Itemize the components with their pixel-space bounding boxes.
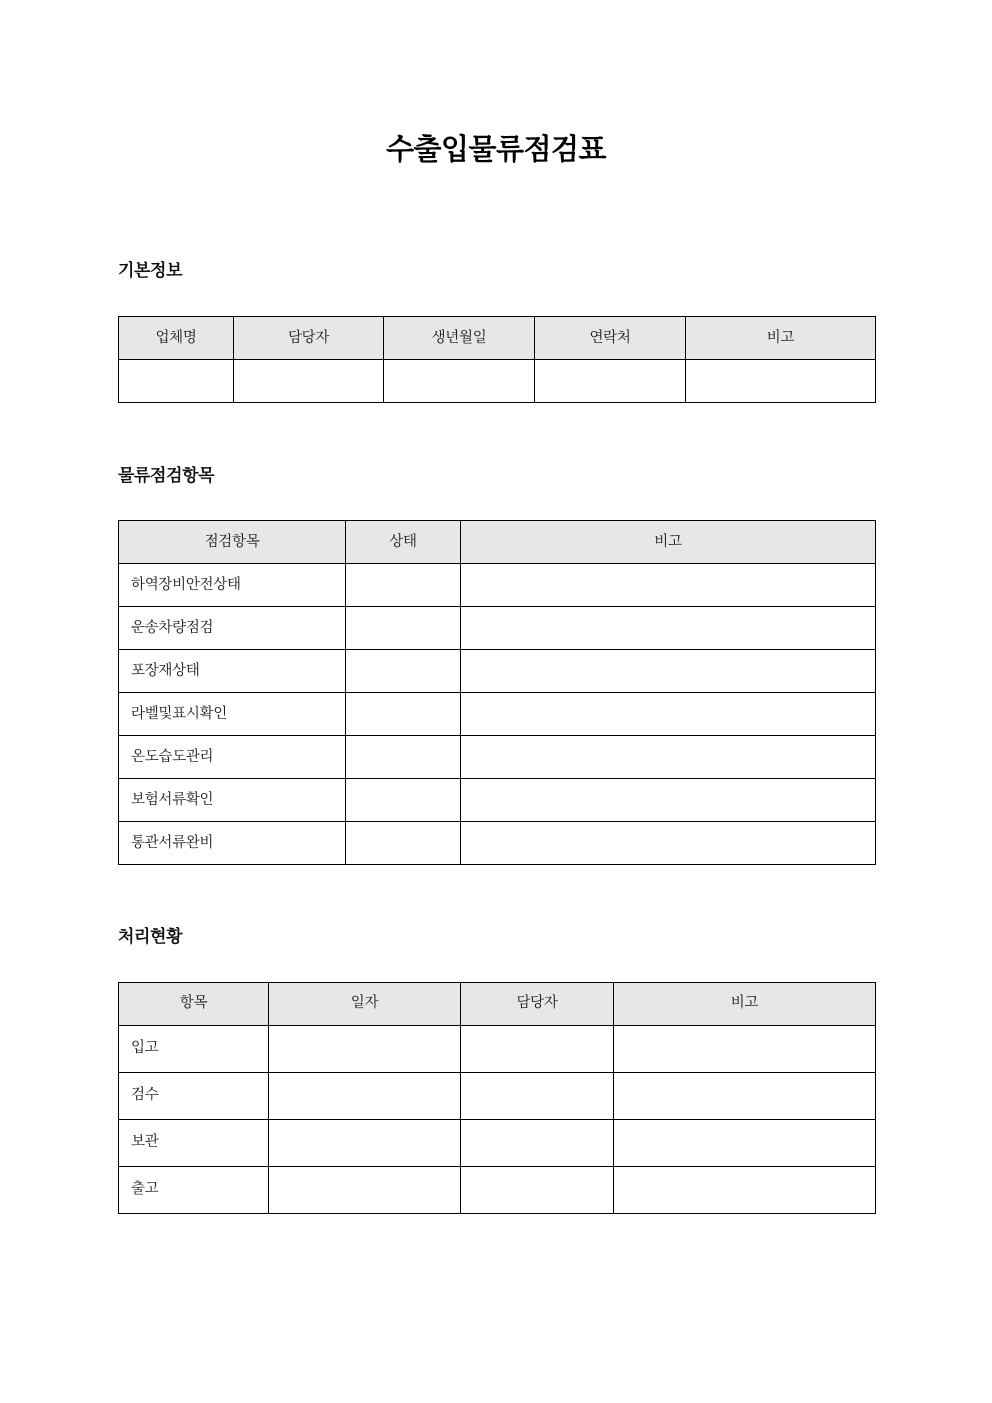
table-row [119,1072,876,1119]
input-cell-status[interactable] [346,650,461,693]
input-cell-remarks[interactable] [461,564,876,607]
table-row [119,359,876,402]
column-header: 항목 [119,982,269,1025]
input-cell-manager[interactable] [461,1166,614,1213]
input-cell-remarks[interactable] [614,1072,876,1119]
column-header: 점검항목 [119,521,346,564]
section-heading-basic-info: 기본정보 [118,261,183,282]
checklist-item-label: 통관서류완비 [119,822,346,865]
input-cell-remarks[interactable] [686,359,876,402]
column-header: 상태 [346,521,461,564]
column-header: 업체명 [119,316,234,359]
status-stage-label: 보관 [119,1119,269,1166]
checklist-item-label: 하역장비안전상태 [119,564,346,607]
input-cell-date[interactable] [269,1072,461,1119]
table-row [119,736,876,779]
table-processing-status [118,982,876,1214]
input-cell-status[interactable] [346,693,461,736]
column-header: 일자 [269,982,461,1025]
input-cell-remarks[interactable] [461,822,876,865]
input-cell-manager[interactable] [461,1072,614,1119]
input-cell-remarks[interactable] [461,693,876,736]
input-cell-status[interactable] [346,607,461,650]
column-header: 연락처 [535,316,686,359]
checklist-item-label: 라벨및표시확인 [119,693,346,736]
page-title: 수출입물류점검표 [385,132,607,166]
table-header-row [119,982,876,1025]
sections-container [0,166,992,1213]
input-cell-remarks[interactable] [461,736,876,779]
table-row [119,822,876,865]
input-cell-remarks[interactable] [461,779,876,822]
column-header: 비고 [461,521,876,564]
input-cell-status[interactable] [346,779,461,822]
input-cell-date[interactable] [269,1119,461,1166]
table-row [119,607,876,650]
table-row [119,1166,876,1213]
checklist-item-label: 포장재상태 [119,650,346,693]
section-heading-logistics-checklist: 물류점검항목 [118,465,215,486]
table-basic-info [118,316,876,403]
column-header: 비고 [686,316,876,359]
input-cell-date[interactable] [269,1166,461,1213]
input-cell-company-name[interactable] [119,359,234,402]
table-row [119,693,876,736]
table-row [119,779,876,822]
input-cell-remarks[interactable] [614,1025,876,1072]
column-header: 비고 [614,982,876,1025]
column-header: 담당자 [461,982,614,1025]
section-logistics-checklist [118,403,875,865]
status-stage-label: 출고 [119,1166,269,1213]
input-cell-contact[interactable] [535,359,686,402]
input-cell-manager[interactable] [461,1119,614,1166]
input-cell-remarks[interactable] [614,1119,876,1166]
column-header: 담당자 [234,316,384,359]
input-cell-remarks[interactable] [461,650,876,693]
status-stage-label: 입고 [119,1025,269,1072]
column-header: 생년월일 [384,316,535,359]
section-processing-status [118,865,875,1213]
table-header-row [119,521,876,564]
table-logistics-checklist [118,520,876,865]
status-stage-label: 검수 [119,1072,269,1119]
input-cell-remarks[interactable] [614,1166,876,1213]
checklist-item-label: 온도습도관리 [119,736,346,779]
table-row [119,650,876,693]
table-row [119,1025,876,1072]
input-cell-date[interactable] [269,1025,461,1072]
table-row [119,564,876,607]
checklist-item-label: 보험서류확인 [119,779,346,822]
input-cell-manager[interactable] [461,1025,614,1072]
table-header-row [119,316,876,359]
section-basic-info [118,166,875,402]
table-row [119,1119,876,1166]
checklist-item-label: 운송차량점검 [119,607,346,650]
section-heading-processing-status: 처리현황 [118,927,183,948]
input-cell-remarks[interactable] [461,607,876,650]
input-cell-status[interactable] [346,736,461,779]
input-cell-status[interactable] [346,564,461,607]
input-cell-birthdate[interactable] [384,359,535,402]
input-cell-status[interactable] [346,822,461,865]
input-cell-manager[interactable] [234,359,384,402]
